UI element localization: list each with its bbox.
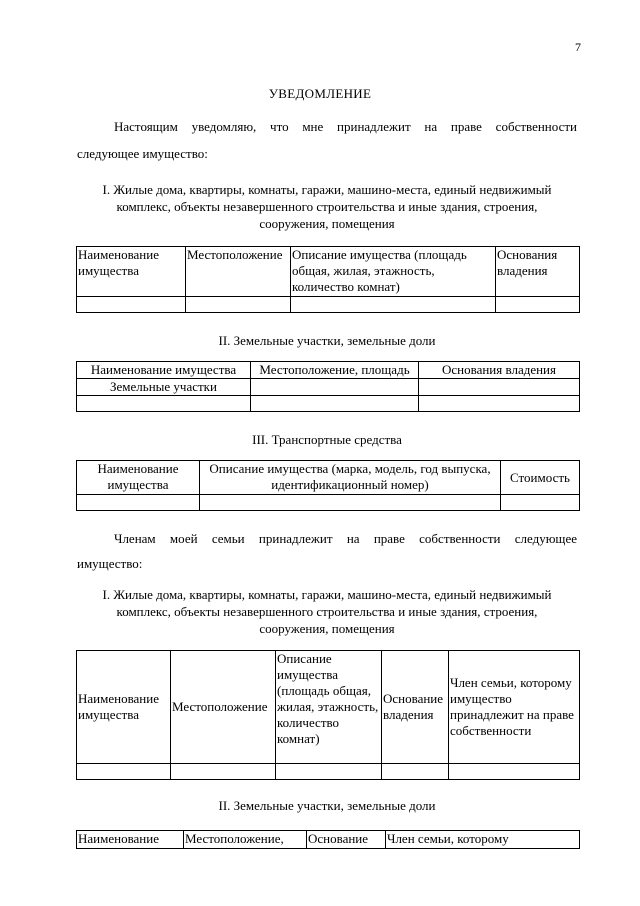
- table-cell[interactable]: [251, 396, 419, 412]
- family-line-1: Членам моей семьи принадлежит на праве собственности следующее: [114, 531, 577, 546]
- page-number: 7: [575, 40, 581, 54]
- table-header-row: [77, 651, 580, 764]
- own-section2-heading: II. Земельные участки, земельные доли: [218, 333, 436, 348]
- table-header-row: [77, 362, 580, 379]
- header-cell: Местоположение: [186, 247, 291, 297]
- header-cell: Наименование имущества: [77, 651, 171, 764]
- table-cell[interactable]: [501, 495, 580, 511]
- table-cell[interactable]: [171, 764, 276, 780]
- table-header-row: [77, 831, 580, 849]
- table-row: [77, 379, 580, 396]
- page-title: УВЕДОМЛЕНИЕ: [268, 86, 372, 101]
- header-cell: Описание имущества (площадь общая, жилая, этажность, количество комнат): [276, 651, 382, 764]
- heading-line: сооружения, помещения: [259, 216, 395, 231]
- header-cell: Основание владения: [382, 651, 449, 764]
- table-cell[interactable]: [276, 764, 382, 780]
- table-cell[interactable]: [200, 495, 501, 511]
- table-row: [77, 396, 580, 412]
- table-header-row: [77, 461, 580, 495]
- table-cell[interactable]: [77, 396, 251, 412]
- table-cell[interactable]: [419, 379, 580, 396]
- table-cell[interactable]: [419, 396, 580, 412]
- table-cell[interactable]: [77, 764, 171, 780]
- family-land-table: [76, 830, 580, 849]
- table-cell[interactable]: [77, 495, 200, 511]
- family-line-2: имущество:: [77, 556, 143, 571]
- heading-line: I. Жилые дома, квартиры, комнаты, гаражи, машино-места, единый недвижимый: [102, 182, 552, 197]
- table-cell[interactable]: [77, 297, 186, 313]
- table-cell: Земельные участки: [77, 379, 251, 396]
- header-cell: Местоположение,: [184, 831, 307, 849]
- table-row: [77, 297, 580, 313]
- heading-line: I. Жилые дома, квартиры, комнаты, гаражи, машино-места, единый недвижимый: [102, 587, 552, 602]
- header-cell: Наименование имущества: [77, 461, 200, 495]
- header-cell: Местоположение, площадь: [251, 362, 419, 379]
- heading-line: комплекс, объекты незавершенного строительства и иные здания, строения,: [116, 199, 538, 214]
- header-cell: Описание имущества (марка, модель, год выпуска, идентификационный номер): [200, 461, 501, 495]
- heading-line: комплекс, объекты незавершенного строительства и иные здания, строения,: [116, 604, 538, 619]
- header-cell: Основания владения: [496, 247, 580, 297]
- intro-line-2: следующее имущество:: [77, 146, 208, 161]
- header-cell: Наименование имущества: [77, 247, 186, 297]
- header-cell: Член семьи, которому имущество принадлежит на праве собственности: [449, 651, 580, 764]
- own-section1-heading: [77, 181, 577, 232]
- family-section1-heading: [77, 586, 577, 637]
- intro-line-1: Настоящим уведомляю, что мне принадлежит на праве собственности: [114, 119, 577, 134]
- table-row: [77, 495, 580, 511]
- header-cell: Основания владения: [419, 362, 580, 379]
- own-vehicle-table: [76, 460, 580, 511]
- header-cell: Основание: [307, 831, 386, 849]
- family-section2-heading: II. Земельные участки, земельные доли: [218, 798, 436, 813]
- table-cell[interactable]: [291, 297, 496, 313]
- family-realty-table: [76, 650, 580, 780]
- own-section3-heading: III. Транспортные средства: [252, 432, 402, 447]
- header-cell: Описание имущества (площадь общая, жилая, этажность, количество комнат): [291, 247, 496, 297]
- own-land-table: [76, 361, 580, 412]
- header-cell: Наименование имущества: [77, 362, 251, 379]
- table-row: [77, 764, 580, 780]
- header-cell: Стоимость: [501, 461, 580, 495]
- header-cell: Член семьи, которому: [386, 831, 580, 849]
- header-cell: Наименование: [77, 831, 184, 849]
- heading-line: сооружения, помещения: [259, 621, 395, 636]
- own-realty-table: [76, 246, 580, 313]
- table-cell[interactable]: [186, 297, 291, 313]
- table-header-row: [77, 247, 580, 297]
- table-cell[interactable]: [449, 764, 580, 780]
- header-cell: Местоположение: [171, 651, 276, 764]
- table-cell[interactable]: [382, 764, 449, 780]
- table-cell[interactable]: [251, 379, 419, 396]
- table-cell[interactable]: [496, 297, 580, 313]
